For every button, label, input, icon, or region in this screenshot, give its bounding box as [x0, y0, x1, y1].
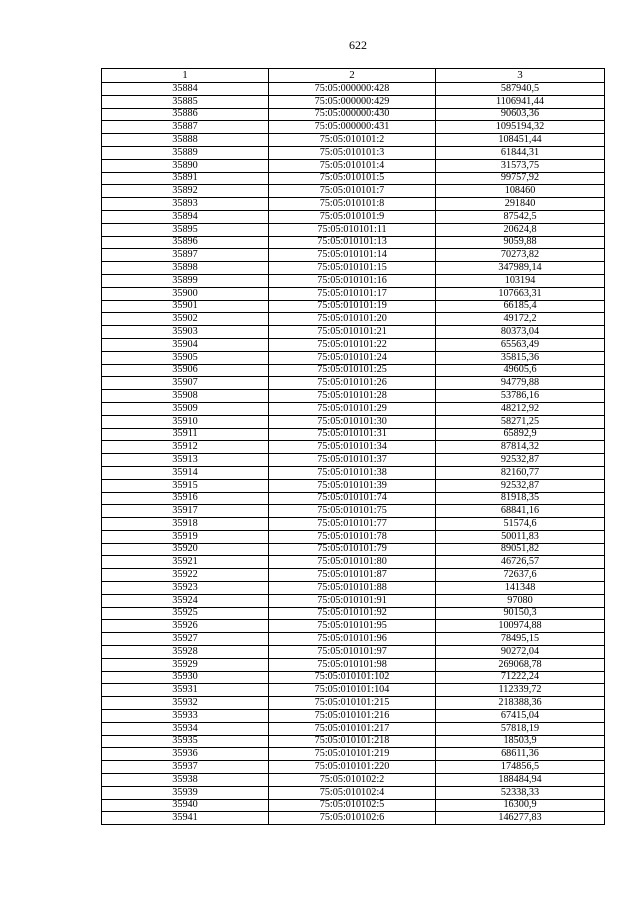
value-cell: 90150,3	[436, 607, 605, 620]
value-cell: 66185,4	[436, 300, 605, 313]
cadastral-number-cell: 75:05:010101:2	[269, 134, 436, 147]
value-cell: 218388,36	[436, 697, 605, 710]
data-table	[101, 68, 605, 825]
cadastral-number-cell: 75:05:010101:28	[269, 390, 436, 403]
value-cell: 31573,75	[436, 159, 605, 172]
row-number-cell: 35922	[102, 569, 269, 582]
cadastral-number-cell: 75:05:010101:5	[269, 172, 436, 185]
cadastral-number-cell: 75:05:010101:87	[269, 569, 436, 582]
cadastral-number-cell: 75:05:010101:74	[269, 492, 436, 505]
cadastral-number-cell: 75:05:010101:38	[269, 466, 436, 479]
value-cell: 108460	[436, 185, 605, 198]
cadastral-number-cell: 75:05:010101:96	[269, 633, 436, 646]
row-number-cell: 35924	[102, 594, 269, 607]
table-row	[102, 172, 605, 185]
cadastral-number-cell: 75:05:010101:30	[269, 415, 436, 428]
cadastral-number-cell: 75:05:010101:14	[269, 249, 436, 262]
cadastral-number-cell: 75:05:010102:2	[269, 774, 436, 787]
cadastral-number-cell: 75:05:010101:9	[269, 210, 436, 223]
row-number-cell: 35908	[102, 390, 269, 403]
table-row	[102, 543, 605, 556]
cadastral-number-cell: 75:05:010102:6	[269, 812, 436, 825]
value-cell: 18503,9	[436, 735, 605, 748]
table-row	[102, 735, 605, 748]
cadastral-number-cell: 75:05:010102:4	[269, 786, 436, 799]
row-number-cell: 35893	[102, 198, 269, 211]
row-number-cell: 35913	[102, 454, 269, 467]
row-number-cell: 35886	[102, 108, 269, 121]
value-cell: 78495,15	[436, 633, 605, 646]
row-number-cell: 35905	[102, 351, 269, 364]
table-row	[102, 287, 605, 300]
table-row	[102, 671, 605, 684]
table-row	[102, 313, 605, 326]
value-cell: 68611,36	[436, 748, 605, 761]
cadastral-number-cell: 75:05:010101:79	[269, 543, 436, 556]
row-number-cell: 35902	[102, 313, 269, 326]
cadastral-number-cell: 75:05:010101:91	[269, 594, 436, 607]
table-row	[102, 812, 605, 825]
table-row	[102, 518, 605, 531]
cadastral-number-cell: 75:05:010101:219	[269, 748, 436, 761]
value-cell: 67415,04	[436, 710, 605, 723]
cadastral-number-cell: 75:05:010101:95	[269, 620, 436, 633]
cadastral-number-cell: 75:05:010101:88	[269, 582, 436, 595]
row-number-cell: 35915	[102, 479, 269, 492]
table-row	[102, 786, 605, 799]
cadastral-number-cell: 75:05:010101:34	[269, 441, 436, 454]
row-number-cell: 35889	[102, 146, 269, 159]
row-number-cell: 35909	[102, 402, 269, 415]
row-number-cell: 35941	[102, 812, 269, 825]
value-cell: 90272,04	[436, 646, 605, 659]
row-number-cell: 35921	[102, 556, 269, 569]
cadastral-number-cell: 75:05:000000:428	[269, 83, 436, 96]
row-number-cell: 35916	[102, 492, 269, 505]
table-row	[102, 633, 605, 646]
row-number-cell: 35910	[102, 415, 269, 428]
value-cell: 146277,83	[436, 812, 605, 825]
table-row	[102, 300, 605, 313]
cadastral-number-cell: 75:05:010101:20	[269, 313, 436, 326]
value-cell: 52338,33	[436, 786, 605, 799]
value-cell: 94779,88	[436, 377, 605, 390]
table-row	[102, 582, 605, 595]
row-number-cell: 35940	[102, 799, 269, 812]
value-cell: 92532,87	[436, 479, 605, 492]
value-cell: 50011,83	[436, 530, 605, 543]
cadastral-number-cell: 75:05:010101:31	[269, 428, 436, 441]
row-number-cell: 35914	[102, 466, 269, 479]
table-row	[102, 121, 605, 134]
value-cell: 65892,9	[436, 428, 605, 441]
row-number-cell: 35935	[102, 735, 269, 748]
value-cell: 9059,88	[436, 236, 605, 249]
table-row	[102, 146, 605, 159]
row-number-cell: 35923	[102, 582, 269, 595]
value-cell: 81918,35	[436, 492, 605, 505]
table-row	[102, 774, 605, 787]
column-header-1: 1	[102, 69, 269, 83]
cadastral-number-cell: 75:05:010101:215	[269, 697, 436, 710]
table-row	[102, 722, 605, 735]
value-cell: 174856,5	[436, 761, 605, 774]
cadastral-number-cell: 75:05:010101:17	[269, 287, 436, 300]
value-cell: 58271,25	[436, 415, 605, 428]
row-number-cell: 35932	[102, 697, 269, 710]
cadastral-number-cell: 75:05:010102:5	[269, 799, 436, 812]
cadastral-number-cell: 75:05:010101:75	[269, 505, 436, 518]
table-row	[102, 594, 605, 607]
table-row	[102, 377, 605, 390]
value-cell: 269068,78	[436, 658, 605, 671]
table-row	[102, 710, 605, 723]
value-cell: 16300,9	[436, 799, 605, 812]
table-row	[102, 428, 605, 441]
value-cell: 100974,88	[436, 620, 605, 633]
cadastral-number-cell: 75:05:010101:11	[269, 223, 436, 236]
value-cell: 65563,49	[436, 338, 605, 351]
value-cell: 347989,14	[436, 262, 605, 275]
cadastral-number-cell: 75:05:010101:29	[269, 402, 436, 415]
table-row	[102, 620, 605, 633]
cadastral-number-cell: 75:05:010101:77	[269, 518, 436, 531]
cadastral-number-cell: 75:05:010101:217	[269, 722, 436, 735]
table-row	[102, 658, 605, 671]
value-cell: 97080	[436, 594, 605, 607]
cadastral-number-cell: 75:05:010101:102	[269, 671, 436, 684]
value-cell: 49605,6	[436, 364, 605, 377]
row-number-cell: 35904	[102, 338, 269, 351]
table-row	[102, 441, 605, 454]
row-number-cell: 35892	[102, 185, 269, 198]
row-number-cell: 35900	[102, 287, 269, 300]
table-row	[102, 466, 605, 479]
table-row	[102, 364, 605, 377]
row-number-cell: 35938	[102, 774, 269, 787]
row-number-cell: 35936	[102, 748, 269, 761]
column-header-2: 2	[269, 69, 436, 83]
value-cell: 20624,8	[436, 223, 605, 236]
table-row	[102, 569, 605, 582]
table-row	[102, 761, 605, 774]
table-row	[102, 556, 605, 569]
cadastral-number-cell: 75:05:010101:22	[269, 338, 436, 351]
value-cell: 141348	[436, 582, 605, 595]
cadastral-number-cell: 75:05:010101:26	[269, 377, 436, 390]
value-cell: 80373,04	[436, 326, 605, 339]
cadastral-number-cell: 75:05:010101:24	[269, 351, 436, 364]
row-number-cell: 35903	[102, 326, 269, 339]
row-number-cell: 35888	[102, 134, 269, 147]
value-cell: 72637,6	[436, 569, 605, 582]
row-number-cell: 35887	[102, 121, 269, 134]
row-number-cell: 35897	[102, 249, 269, 262]
value-cell: 71222,24	[436, 671, 605, 684]
table-row	[102, 198, 605, 211]
row-number-cell: 35885	[102, 95, 269, 108]
value-cell: 587940,5	[436, 83, 605, 96]
value-cell: 87814,32	[436, 441, 605, 454]
cadastral-number-cell: 75:05:010101:97	[269, 646, 436, 659]
table-row	[102, 159, 605, 172]
cadastral-number-cell: 75:05:000000:429	[269, 95, 436, 108]
value-cell: 99757,92	[436, 172, 605, 185]
cadastral-number-cell: 75:05:010101:80	[269, 556, 436, 569]
row-number-cell: 35928	[102, 646, 269, 659]
value-cell: 188484,94	[436, 774, 605, 787]
table-row	[102, 338, 605, 351]
value-cell: 1095194,32	[436, 121, 605, 134]
cadastral-number-cell: 75:05:010101:220	[269, 761, 436, 774]
table-row	[102, 351, 605, 364]
row-number-cell: 35896	[102, 236, 269, 249]
value-cell: 49172,2	[436, 313, 605, 326]
value-cell: 108451,44	[436, 134, 605, 147]
cadastral-number-cell: 75:05:010101:25	[269, 364, 436, 377]
value-cell: 82160,77	[436, 466, 605, 479]
table-row	[102, 454, 605, 467]
table-row	[102, 799, 605, 812]
table-row	[102, 249, 605, 262]
table-row	[102, 185, 605, 198]
cadastral-number-cell: 75:05:010101:37	[269, 454, 436, 467]
cadastral-number-cell: 75:05:010101:104	[269, 684, 436, 697]
cadastral-number-cell: 75:05:010101:19	[269, 300, 436, 313]
row-number-cell: 35926	[102, 620, 269, 633]
header-row	[102, 69, 605, 83]
row-number-cell: 35884	[102, 83, 269, 96]
table-row	[102, 684, 605, 697]
row-number-cell: 35891	[102, 172, 269, 185]
cadastral-number-cell: 75:05:010101:218	[269, 735, 436, 748]
row-number-cell: 35939	[102, 786, 269, 799]
table-row	[102, 274, 605, 287]
cadastral-number-cell: 75:05:010101:13	[269, 236, 436, 249]
table-row	[102, 390, 605, 403]
row-number-cell: 35927	[102, 633, 269, 646]
column-header-3: 3	[436, 69, 605, 83]
value-cell: 51574,6	[436, 518, 605, 531]
row-number-cell: 35917	[102, 505, 269, 518]
cadastral-number-cell: 75:05:010101:98	[269, 658, 436, 671]
value-cell: 1106941,44	[436, 95, 605, 108]
value-cell: 57818,19	[436, 722, 605, 735]
value-cell: 92532,87	[436, 454, 605, 467]
value-cell: 35815,36	[436, 351, 605, 364]
row-number-cell: 35933	[102, 710, 269, 723]
cadastral-number-cell: 75:05:000000:430	[269, 108, 436, 121]
table-row	[102, 108, 605, 121]
value-cell: 68841,16	[436, 505, 605, 518]
value-cell: 107663,31	[436, 287, 605, 300]
row-number-cell: 35920	[102, 543, 269, 556]
row-number-cell: 35919	[102, 530, 269, 543]
table-row	[102, 479, 605, 492]
cadastral-number-cell: 75:05:010101:216	[269, 710, 436, 723]
table-row	[102, 134, 605, 147]
row-number-cell: 35899	[102, 274, 269, 287]
row-number-cell: 35901	[102, 300, 269, 313]
row-number-cell: 35911	[102, 428, 269, 441]
table-row	[102, 236, 605, 249]
cadastral-number-cell: 75:05:010101:16	[269, 274, 436, 287]
value-cell: 87542,5	[436, 210, 605, 223]
table-row	[102, 210, 605, 223]
table-row	[102, 415, 605, 428]
row-number-cell: 35930	[102, 671, 269, 684]
row-number-cell: 35907	[102, 377, 269, 390]
value-cell: 48212,92	[436, 402, 605, 415]
table-row	[102, 262, 605, 275]
cadastral-number-cell: 75:05:010101:78	[269, 530, 436, 543]
row-number-cell: 35918	[102, 518, 269, 531]
row-number-cell: 35929	[102, 658, 269, 671]
table-row	[102, 697, 605, 710]
cadastral-number-cell: 75:05:010101:39	[269, 479, 436, 492]
value-cell: 46726,57	[436, 556, 605, 569]
row-number-cell: 35898	[102, 262, 269, 275]
table-row	[102, 95, 605, 108]
row-number-cell: 35934	[102, 722, 269, 735]
page-number: 622	[349, 38, 367, 52]
cadastral-number-cell: 75:05:010101:3	[269, 146, 436, 159]
value-cell: 53786,16	[436, 390, 605, 403]
row-number-cell: 35925	[102, 607, 269, 620]
table-row	[102, 607, 605, 620]
row-number-cell: 35890	[102, 159, 269, 172]
row-number-cell: 35912	[102, 441, 269, 454]
cadastral-number-cell: 75:05:000000:431	[269, 121, 436, 134]
cadastral-number-cell: 75:05:010101:7	[269, 185, 436, 198]
value-cell: 112339,72	[436, 684, 605, 697]
table-row	[102, 223, 605, 236]
table-row	[102, 748, 605, 761]
row-number-cell: 35931	[102, 684, 269, 697]
table-row	[102, 83, 605, 96]
table-body	[102, 83, 605, 825]
value-cell: 291840	[436, 198, 605, 211]
cadastral-number-cell: 75:05:010101:4	[269, 159, 436, 172]
table-row	[102, 505, 605, 518]
cadastral-number-cell: 75:05:010101:21	[269, 326, 436, 339]
value-cell: 61844,31	[436, 146, 605, 159]
cadastral-number-cell: 75:05:010101:92	[269, 607, 436, 620]
table-row	[102, 530, 605, 543]
cadastral-number-cell: 75:05:010101:8	[269, 198, 436, 211]
table-row	[102, 646, 605, 659]
table-row	[102, 402, 605, 415]
row-number-cell: 35894	[102, 210, 269, 223]
cadastral-number-cell: 75:05:010101:15	[269, 262, 436, 275]
table-row	[102, 492, 605, 505]
table-row	[102, 326, 605, 339]
value-cell: 90603,36	[436, 108, 605, 121]
value-cell: 70273,82	[436, 249, 605, 262]
value-cell: 103194	[436, 274, 605, 287]
row-number-cell: 35895	[102, 223, 269, 236]
value-cell: 89051,82	[436, 543, 605, 556]
row-number-cell: 35937	[102, 761, 269, 774]
row-number-cell: 35906	[102, 364, 269, 377]
